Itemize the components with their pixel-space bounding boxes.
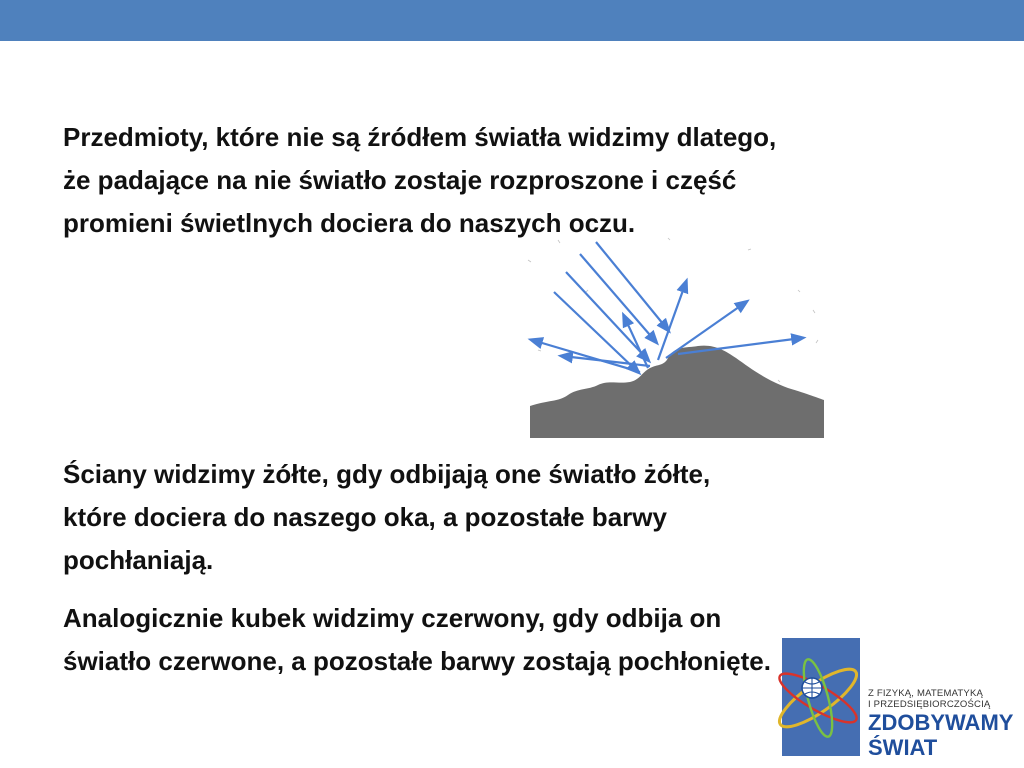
paragraph-line: Analogicznie kubek widzimy czerwony, gdy odbija on	[63, 603, 722, 633]
paragraph-line: że padające na nie światło zostaje rozproszone i część	[63, 165, 737, 195]
rough-surface	[530, 346, 824, 438]
diffuse-reflection-figure	[518, 230, 830, 442]
logo-title-line1: ZDOBYWAMY	[868, 710, 1014, 735]
paragraph-line: Ściany widzimy żółte, gdy odbijają one światło żółte,	[63, 459, 711, 489]
logo-title-line2: ŚWIAT	[868, 735, 938, 760]
reflected-ray	[532, 340, 640, 372]
paragraph-yellow-walls	[63, 453, 710, 582]
reflected-ray	[678, 338, 802, 354]
paragraph-line: Przedmioty, które nie są źródłem światła widzimy dlatego,	[63, 122, 777, 152]
paragraph-red-mug	[63, 597, 771, 683]
logo-tagline-line2: I PRZEDSIĘBIORCZOŚCIĄ	[868, 699, 991, 710]
paragraph-line: promieni świetlnych dociera do naszych oczu.	[63, 208, 636, 238]
paragraph-line: światło czerwone, a pozostałe barwy zostają pochłonięte.	[63, 646, 771, 676]
top-bar	[0, 0, 1024, 41]
paragraph-line: pochłaniają.	[63, 545, 214, 575]
reflected-ray	[624, 316, 648, 368]
paragraph-line: które dociera do naszego oka, a pozostałe barwy	[63, 502, 667, 532]
logo-text	[868, 688, 1013, 760]
logo-tagline-line1: Z FIZYKĄ, MATEMATYKĄ	[868, 688, 984, 699]
paragraph-scattering	[63, 116, 776, 245]
reflected-ray	[562, 356, 650, 366]
